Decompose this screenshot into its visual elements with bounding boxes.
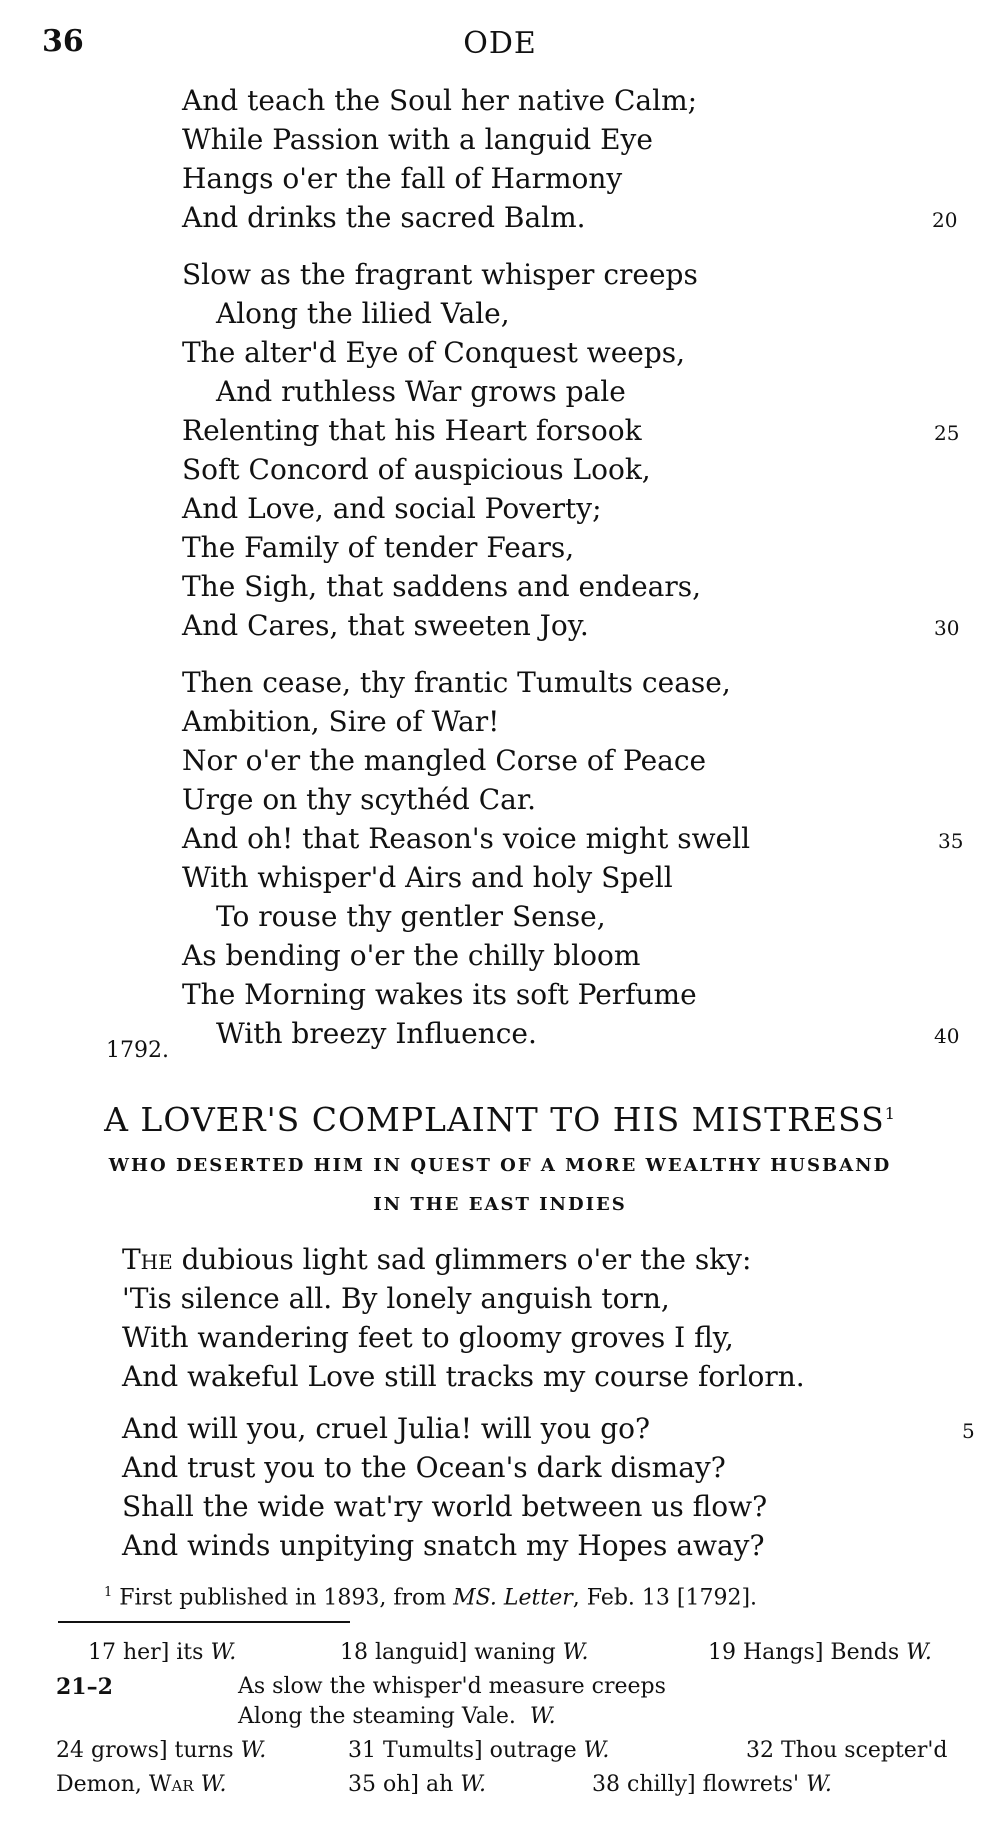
line-number: 25 [934, 421, 960, 445]
ode-line: Slow as the fragrant whisper creeps [182, 258, 698, 291]
variant-note: As slow the whisper'd measure creeps [238, 1674, 666, 1699]
footnote-ref: 1 [884, 1104, 896, 1123]
variant-note: 19 Hangs] Bends W. [708, 1640, 932, 1665]
ode-line: To rouse thy gentler Sense, [216, 900, 606, 933]
poem-subtitle: IN THE EAST INDIES [373, 1194, 627, 1215]
poem-line: Shall the wide wat'ry world between us flow? [122, 1490, 768, 1523]
variant-note: 17 her] its W. [88, 1640, 237, 1665]
variant-note: 32 Thou scepter'd [746, 1738, 948, 1763]
ode-line: And ruthless War grows pale [216, 375, 626, 408]
line-number: 40 [934, 1024, 960, 1048]
variant-note: 31 Tumults] outrage W. [348, 1738, 610, 1763]
ode-line: The Sigh, that saddens and endears, [182, 570, 701, 603]
ode-line: Then cease, thy frantic Tumults cease, [182, 666, 731, 699]
ode-line: With whisper'd Airs and holy Spell [182, 861, 673, 894]
variant-note: 18 languid] waning W. [340, 1640, 589, 1665]
running-title: ODE [463, 26, 537, 61]
variant-note: 38 chilly] flowrets' W. [592, 1772, 832, 1797]
ode-line: The Family of tender Fears, [182, 531, 575, 564]
ode-line: Nor o'er the mangled Corse of Peace [182, 744, 707, 777]
ode-line: While Passion with a languid Eye [182, 123, 653, 156]
variant-note: Demon, War W. [56, 1772, 227, 1797]
ode-line: And drinks the sacred Balm. [182, 201, 586, 234]
line-number: 5 [962, 1419, 975, 1443]
ode-line: The alter'd Eye of Conquest weeps, [182, 336, 686, 369]
page-number: 36 [42, 24, 84, 59]
ode-line: And Cares, that sweeten Joy. [182, 609, 589, 642]
ode-line: As bending o'er the chilly bloom [182, 939, 641, 972]
poem-line: With wandering feet to gloomy groves I fly, [122, 1321, 734, 1354]
poem-line: 'Tis silence all. By lonely anguish torn, [122, 1282, 670, 1315]
poem-line: And winds unpitying snatch my Hopes away? [122, 1529, 765, 1562]
poem-line: The dubious light sad glimmers o'er the sky: [122, 1243, 752, 1276]
variant-note: 35 oh] ah W. [348, 1772, 487, 1797]
ode-line: The Morning wakes its soft Perfume [182, 978, 697, 1011]
variant-note: Along the steaming Vale. W. [238, 1704, 556, 1729]
poem-subtitle: WHO DESERTED HIM IN QUEST OF A MORE WEALTHY HUSBAND [108, 1155, 892, 1176]
footnote-rule [58, 1621, 350, 1623]
footnote: $^1$ First published in 1893, from MS. Letter, Feb. 13 [1792]. [104, 1585, 758, 1611]
poem-line: And trust you to the Ocean's dark dismay? [122, 1451, 726, 1484]
poem-line: And wakeful Love still tracks my course forlorn. [122, 1360, 805, 1393]
poem-line: And will you, cruel Julia! will you go? [122, 1412, 650, 1445]
ode-line: Relenting that his Heart forsook [182, 414, 642, 447]
line-number: 30 [934, 616, 960, 640]
ode-line: With breezy Influence. [216, 1017, 537, 1050]
line-number: 20 [932, 208, 958, 232]
ode-line: Hangs o'er the fall of Harmony [182, 162, 623, 195]
ode-date: 1792. [106, 1038, 169, 1063]
ode-line: And Love, and social Poverty; [182, 492, 602, 525]
poem-title: A LOVER'S COMPLAINT TO HIS MISTRESS$^1$ [104, 1100, 896, 1139]
variant-note-number: 21–2 [56, 1674, 113, 1700]
ode-line: Soft Concord of auspicious Look, [182, 453, 651, 486]
ode-line: Ambition, Sire of War! [182, 705, 500, 738]
line-number: 35 [938, 829, 964, 853]
variant-note: 24 grows] turns W. [56, 1738, 267, 1763]
ode-line: Along the lilied Vale, [216, 297, 510, 330]
ode-line: Urge on thy scythéd Car. [182, 783, 537, 816]
ode-line: And teach the Soul her native Calm; [182, 84, 698, 117]
ode-line: And oh! that Reason's voice might swell [182, 822, 751, 855]
